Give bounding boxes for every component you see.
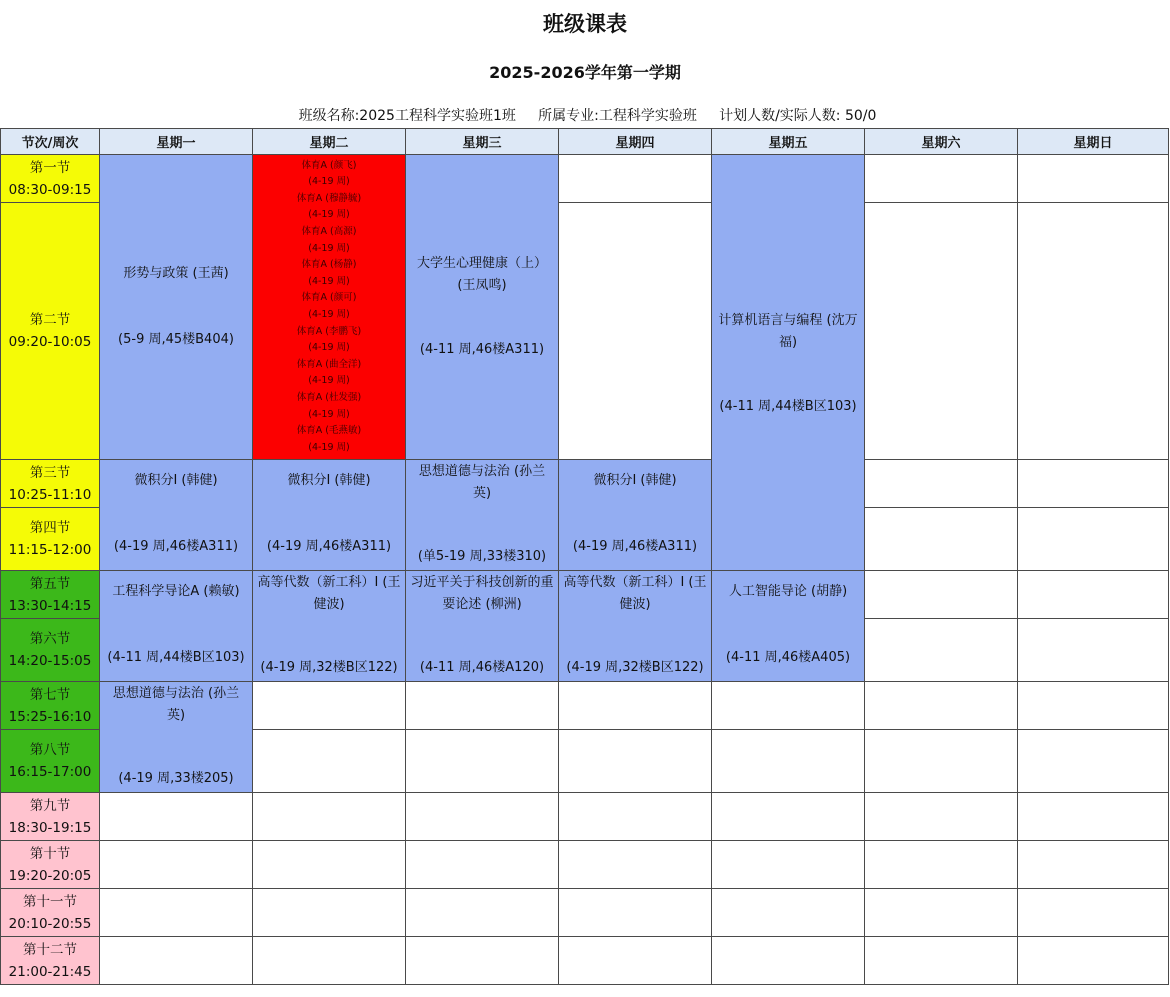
empty-cell bbox=[712, 682, 865, 730]
empty-cell bbox=[712, 793, 865, 841]
pe-item-name: 体育A (毛燕敏) bbox=[296, 425, 362, 437]
course-cell-tue-3-4[interactable] bbox=[253, 460, 406, 571]
pe-item-weeks: (4-19 周) bbox=[308, 275, 350, 287]
period-time: 16:15-17:00 bbox=[8, 764, 92, 781]
pe-item-weeks: (4-19 周) bbox=[308, 176, 350, 188]
empty-cell bbox=[253, 682, 406, 730]
empty-cell bbox=[559, 889, 712, 937]
empty-cell bbox=[712, 730, 865, 793]
course-name: 人工智能导论 (胡静) bbox=[728, 584, 848, 599]
course-name: 大学生心理健康（上）(王凤鸣) bbox=[416, 256, 547, 293]
course-cell-wed-5-6[interactable] bbox=[406, 571, 559, 682]
empty-cell bbox=[1018, 793, 1169, 841]
corner-header: 节次/周次 bbox=[1, 129, 100, 155]
period-cell-8 bbox=[1, 730, 100, 793]
course-detail: (4-11 周,46楼A311) bbox=[419, 342, 545, 357]
empty-cell bbox=[712, 841, 865, 889]
pe-item-name: 体育A (曲全洋) bbox=[296, 358, 362, 370]
pe-item-weeks: (4-19 周) bbox=[308, 408, 350, 420]
empty-cell bbox=[865, 571, 1018, 619]
empty-cell bbox=[253, 730, 406, 793]
pe-item-name: 体育A (颜飞) bbox=[301, 159, 357, 171]
course-detail: (4-11 周,46楼A120) bbox=[419, 660, 545, 675]
period-time: 20:10-20:55 bbox=[8, 915, 92, 932]
day-header-thu: 星期四 bbox=[559, 129, 712, 155]
course-name: 高等代数（新工科）I (王健波) bbox=[257, 575, 401, 612]
empty-cell bbox=[253, 841, 406, 889]
course-detail: (单5-19 周,33楼310) bbox=[417, 549, 547, 564]
period-time: 19:20-20:05 bbox=[8, 867, 92, 884]
empty-cell bbox=[1018, 155, 1169, 203]
empty-cell bbox=[1018, 841, 1169, 889]
empty-cell bbox=[559, 793, 712, 841]
pe-item-name: 体育A (杜发强) bbox=[296, 391, 362, 403]
pe-item-weeks: (4-19 周) bbox=[308, 309, 350, 320]
course-detail: (4-19 周,46楼A311) bbox=[572, 539, 698, 554]
empty-cell bbox=[559, 203, 712, 460]
period-cell-1 bbox=[1, 155, 100, 203]
course-name: 形势与政策 (王茜) bbox=[123, 266, 229, 281]
course-cell-tue-pe[interactable] bbox=[253, 155, 406, 460]
empty-cell bbox=[559, 682, 712, 730]
course-detail: (4-19 周,46楼A311) bbox=[266, 539, 392, 554]
header-row bbox=[1, 129, 1169, 155]
course-cell-wed-3-4[interactable] bbox=[406, 460, 559, 571]
empty-cell bbox=[406, 682, 559, 730]
empty-cell bbox=[1018, 937, 1169, 985]
course-cell-fri-1-4[interactable] bbox=[712, 155, 865, 571]
course-name: 高等代数（新工科）I (王健波) bbox=[563, 575, 707, 612]
pe-item-weeks: (4-19 周) bbox=[308, 441, 350, 453]
course-name: 微积分I (韩健) bbox=[287, 473, 371, 488]
empty-cell bbox=[865, 793, 1018, 841]
empty-cell bbox=[1018, 460, 1169, 508]
period-time: 18:30-19:15 bbox=[8, 819, 92, 836]
period-name: 第九节 bbox=[29, 797, 71, 814]
period-row-9 bbox=[1, 793, 1169, 841]
empty-cell bbox=[406, 793, 559, 841]
period-row-10 bbox=[1, 841, 1169, 889]
pe-item-name: 体育A (李鹏飞) bbox=[296, 325, 362, 337]
empty-cell bbox=[559, 841, 712, 889]
period-name: 第一节 bbox=[29, 159, 71, 176]
empty-cell bbox=[865, 730, 1018, 793]
pe-list bbox=[253, 158, 405, 457]
period-cell-4 bbox=[1, 508, 100, 571]
pe-item-weeks: (4-19 周) bbox=[308, 375, 350, 387]
period-cell-9 bbox=[1, 793, 100, 841]
empty-cell bbox=[406, 730, 559, 793]
period-cell-6 bbox=[1, 619, 100, 682]
empty-cell bbox=[406, 841, 559, 889]
period-row-5 bbox=[1, 571, 1169, 619]
empty-cell bbox=[865, 937, 1018, 985]
empty-cell bbox=[1018, 571, 1169, 619]
day-header-wed: 星期三 bbox=[406, 129, 559, 155]
empty-cell bbox=[253, 937, 406, 985]
empty-cell bbox=[1018, 889, 1169, 937]
pe-item-name: 体育A (穆静毓) bbox=[296, 192, 362, 204]
empty-cell bbox=[100, 841, 253, 889]
pe-item-weeks: (4-19 周) bbox=[308, 342, 350, 354]
day-header-sun: 星期日 bbox=[1018, 129, 1169, 155]
pe-item-weeks: (4-19 周) bbox=[308, 209, 350, 221]
empty-cell bbox=[406, 889, 559, 937]
period-time: 15:25-16:10 bbox=[8, 708, 92, 725]
course-detail: (4-11 周,44楼B区103) bbox=[107, 650, 245, 665]
day-header-sat: 星期六 bbox=[865, 129, 1018, 155]
course-detail: (4-19 周,32楼B区122) bbox=[566, 660, 704, 675]
course-name: 计算机语言与编程 (沈万福) bbox=[718, 312, 858, 350]
period-name: 第二节 bbox=[29, 312, 71, 329]
period-name: 第三节 bbox=[29, 464, 71, 481]
empty-cell bbox=[1018, 730, 1169, 793]
course-detail: (5-9 周,45楼B404) bbox=[118, 332, 234, 347]
period-cell-2 bbox=[1, 203, 100, 460]
course-cell-mon-1-2[interactable] bbox=[100, 155, 253, 460]
period-name: 第八节 bbox=[29, 742, 71, 759]
period-cell-12 bbox=[1, 937, 100, 985]
empty-cell bbox=[406, 937, 559, 985]
empty-cell bbox=[865, 508, 1018, 571]
pe-item-weeks: (4-19 周) bbox=[308, 242, 350, 254]
course-name: 习近平关于科技创新的重要论述 (柳洲) bbox=[410, 575, 554, 612]
course-name: 微积分I (韩健) bbox=[593, 473, 677, 488]
empty-cell bbox=[253, 793, 406, 841]
period-cell-3 bbox=[1, 460, 100, 508]
page-title: 班级课表 bbox=[543, 12, 627, 36]
period-cell-11 bbox=[1, 889, 100, 937]
period-row-11 bbox=[1, 889, 1169, 937]
empty-cell bbox=[712, 937, 865, 985]
course-detail: (4-19 周,46楼A311) bbox=[113, 539, 239, 554]
period-name: 第十二节 bbox=[23, 941, 77, 958]
period-name: 第五节 bbox=[29, 575, 71, 592]
day-header-tue: 星期二 bbox=[253, 129, 406, 155]
empty-cell bbox=[100, 793, 253, 841]
pe-item-name: 体育A (杨静) bbox=[301, 259, 357, 271]
course-name: 微积分I (韩健) bbox=[134, 473, 218, 488]
day-header-fri: 星期五 bbox=[712, 129, 865, 155]
empty-cell bbox=[865, 203, 1018, 460]
empty-cell bbox=[253, 889, 406, 937]
period-row-3 bbox=[1, 460, 1169, 508]
empty-cell bbox=[1018, 682, 1169, 730]
empty-cell bbox=[559, 937, 712, 985]
period-time: 09:20-10:05 bbox=[8, 334, 92, 351]
course-cell-mon-7-8[interactable] bbox=[100, 682, 253, 793]
period-name: 第十节 bbox=[29, 845, 71, 862]
empty-cell bbox=[100, 889, 253, 937]
period-name: 第四节 bbox=[29, 520, 71, 537]
course-cell-wed-1-2[interactable] bbox=[406, 155, 559, 460]
empty-cell bbox=[1018, 619, 1169, 682]
timetable bbox=[0, 128, 1169, 985]
course-detail: (4-11 周,44楼B区103) bbox=[719, 398, 857, 414]
empty-cell bbox=[559, 155, 712, 203]
empty-cell bbox=[865, 682, 1018, 730]
course-name: 工程科学导论A (赖敏) bbox=[112, 584, 240, 599]
empty-cell bbox=[865, 155, 1018, 203]
course-detail: (4-19 周,33楼205) bbox=[118, 771, 234, 786]
course-cell-mon-3-4[interactable] bbox=[100, 460, 253, 571]
empty-cell bbox=[1018, 203, 1169, 460]
course-cell-mon-5-6[interactable] bbox=[100, 571, 253, 682]
period-row-1 bbox=[1, 155, 1169, 203]
course-cell-thu-5-6[interactable] bbox=[559, 571, 712, 682]
period-cell-7 bbox=[1, 682, 100, 730]
empty-cell bbox=[100, 937, 253, 985]
course-detail: (4-19 周,32楼B区122) bbox=[260, 660, 398, 675]
empty-cell bbox=[865, 619, 1018, 682]
empty-cell bbox=[865, 460, 1018, 508]
course-name: 思想道德与法治 (孙兰英) bbox=[112, 686, 240, 723]
pe-item-name: 体育A (高源) bbox=[301, 226, 357, 238]
period-time: 08:30-09:15 bbox=[8, 181, 92, 198]
period-name: 第六节 bbox=[29, 631, 71, 648]
empty-cell bbox=[1018, 508, 1169, 571]
period-cell-5 bbox=[1, 571, 100, 619]
course-cell-thu-3-4[interactable] bbox=[559, 460, 712, 571]
empty-cell bbox=[712, 889, 865, 937]
empty-cell bbox=[865, 841, 1018, 889]
period-time: 10:25-11:10 bbox=[8, 486, 92, 503]
period-row-7 bbox=[1, 682, 1169, 730]
course-cell-tue-5-6[interactable] bbox=[253, 571, 406, 682]
empty-cell bbox=[559, 730, 712, 793]
period-time: 14:20-15:05 bbox=[8, 653, 92, 670]
course-cell-fri-5-6[interactable] bbox=[712, 571, 865, 682]
period-name: 第十一节 bbox=[23, 893, 77, 910]
period-time: 21:00-21:45 bbox=[8, 963, 92, 980]
period-time: 11:15-12:00 bbox=[8, 542, 92, 559]
class-info: 班级名称:2025工程科学实验班1班 所属专业:工程科学实验班 计划人数/实际人数: 50/0 bbox=[298, 108, 877, 124]
empty-cell bbox=[865, 889, 1018, 937]
course-detail: (4-11 周,46楼A405) bbox=[725, 650, 851, 665]
period-name: 第七节 bbox=[29, 686, 71, 703]
pe-item-name: 体育A (颜可) bbox=[301, 292, 357, 304]
semester-subtitle: 2025-2026学年第一学期 bbox=[489, 63, 681, 82]
period-cell-10 bbox=[1, 841, 100, 889]
day-header-mon: 星期一 bbox=[100, 129, 253, 155]
course-name: 思想道德与法治 (孙兰英) bbox=[418, 464, 546, 501]
period-row-12 bbox=[1, 937, 1169, 985]
period-time: 13:30-14:15 bbox=[8, 597, 92, 614]
